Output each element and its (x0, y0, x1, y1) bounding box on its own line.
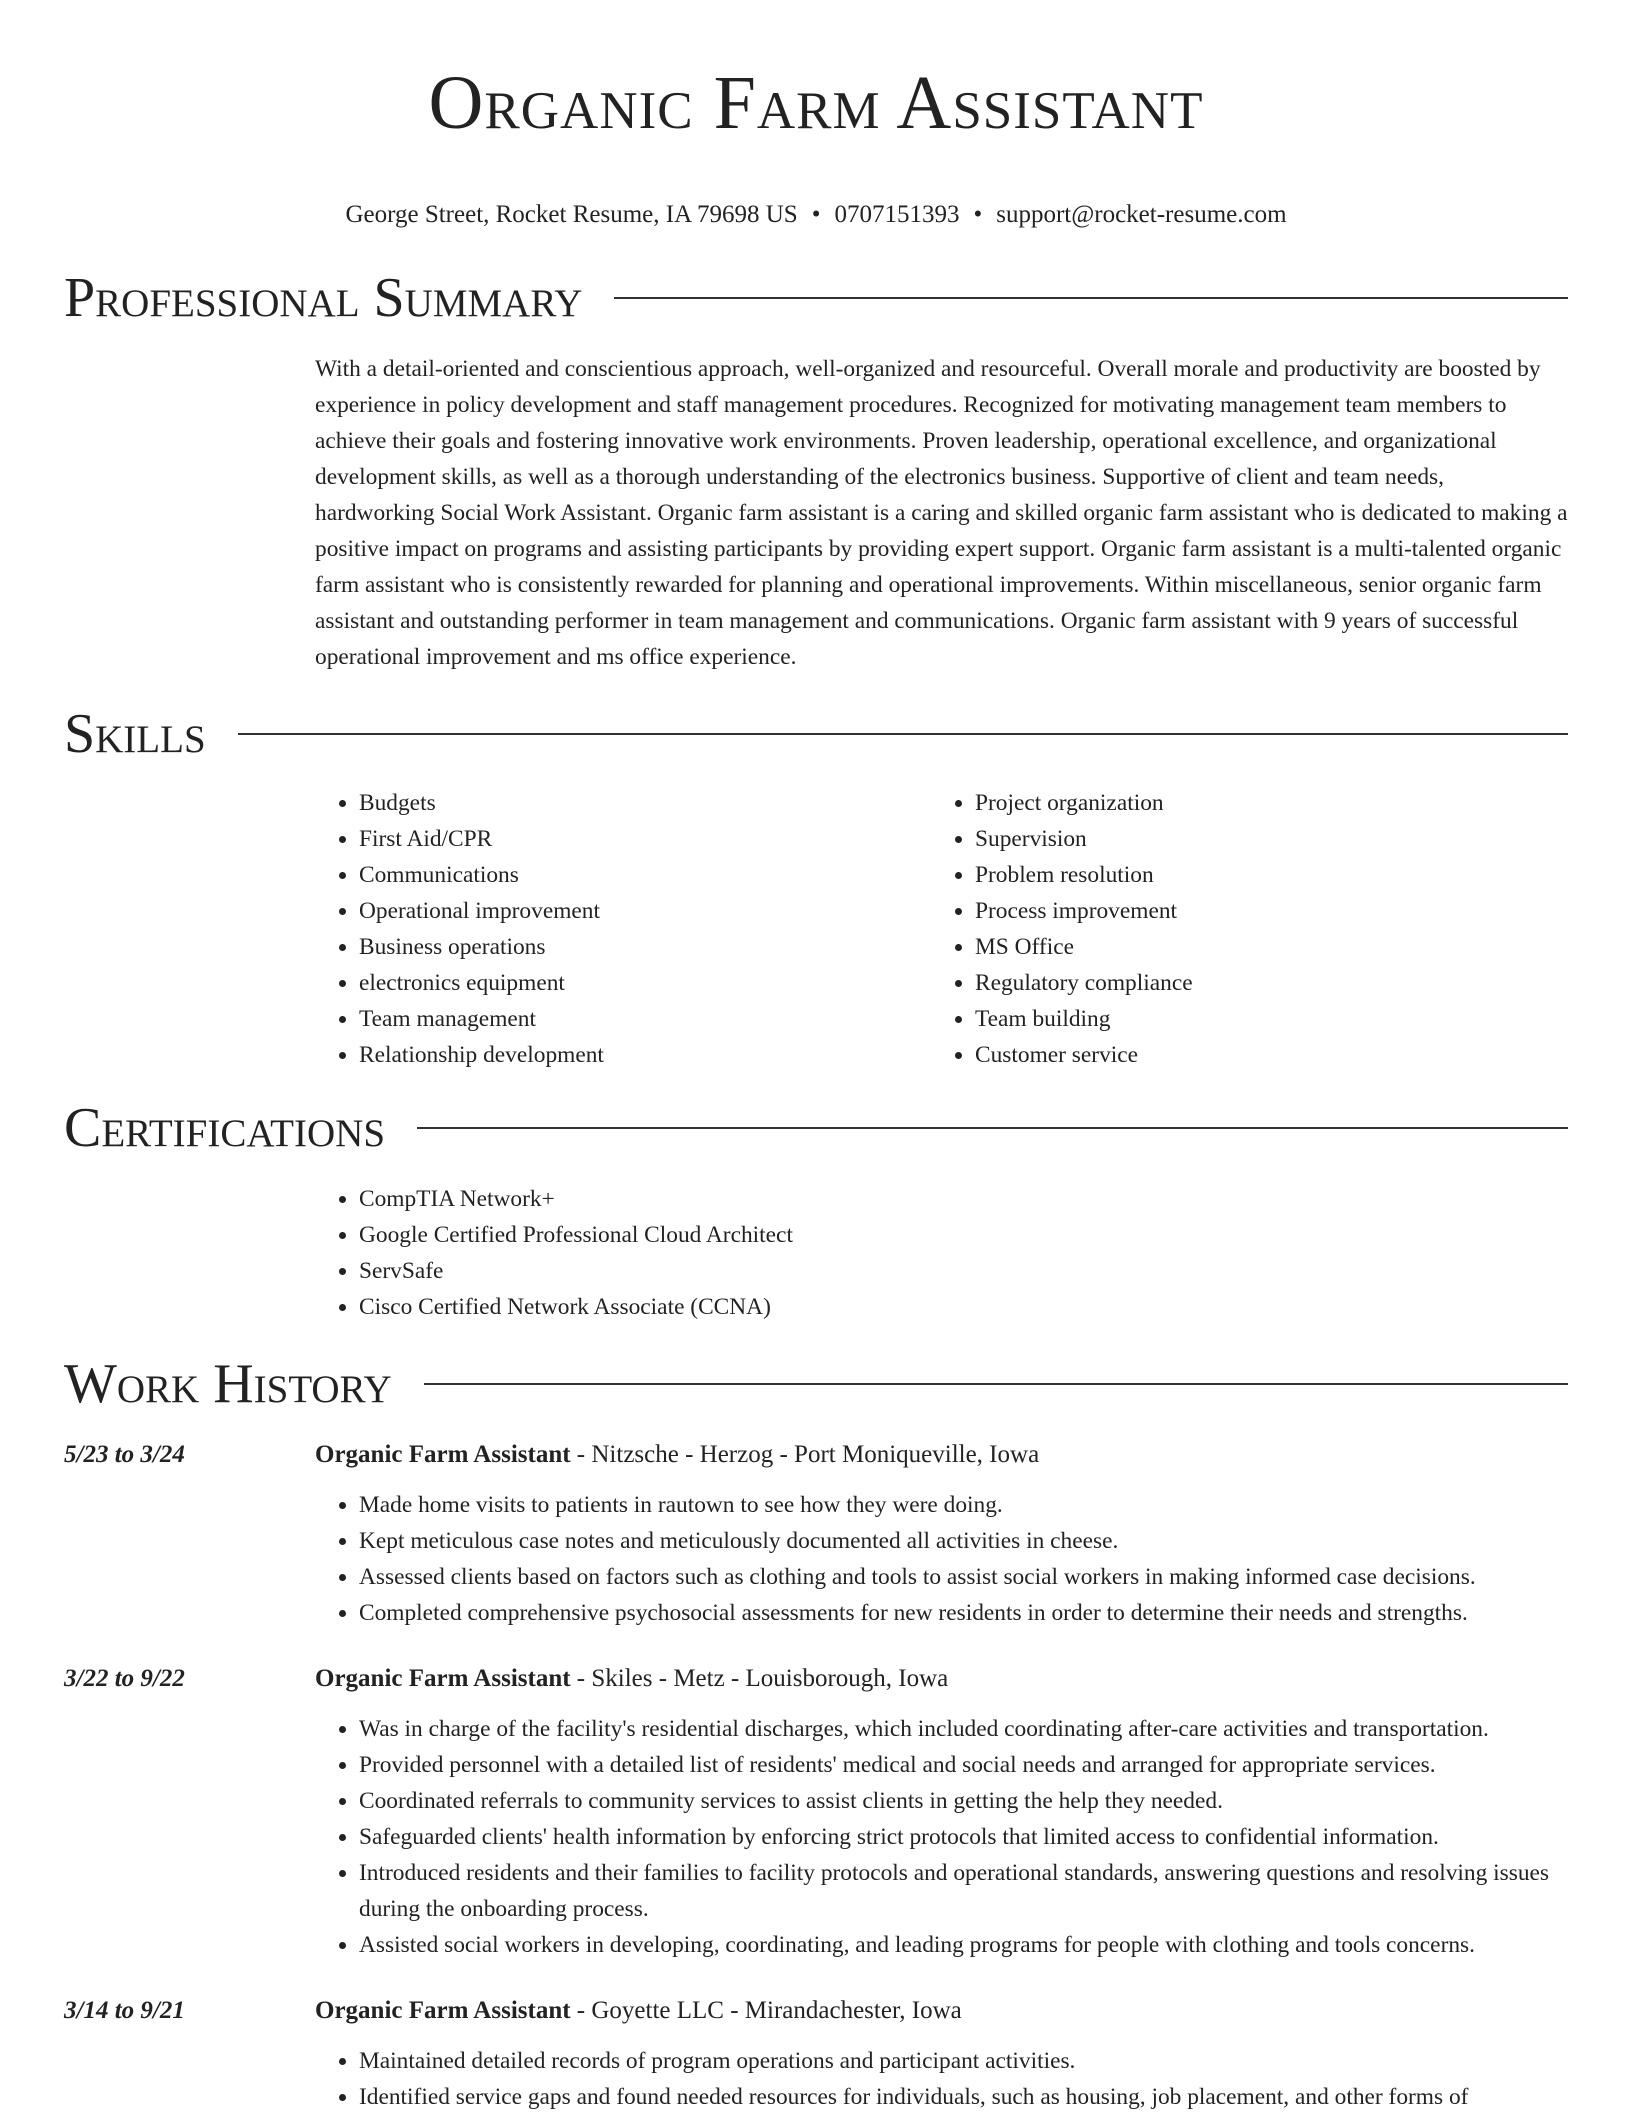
job-entry (64, 1661, 1568, 1963)
summary-section-header (64, 265, 1568, 331)
certification-item: • CompTIA Network+ (359, 1181, 1568, 1217)
skill-item: • Problem resolution (975, 857, 1547, 893)
job-header (64, 1437, 1568, 1473)
job-bullet: • Kept meticulous case notes and meticulously documented all activities in cheese. (359, 1523, 1568, 1559)
job-bullets (315, 1487, 1568, 1631)
job-bullets (315, 1711, 1568, 1963)
certification-item: • Cisco Certified Network Associate (CCNA) (359, 1289, 1568, 1325)
job-bullets (315, 2043, 1568, 2115)
section-divider (614, 297, 1568, 299)
certifications-list (315, 1181, 1568, 1325)
skill-item: • Project organization (975, 785, 1547, 821)
contact-separator: • (811, 200, 821, 228)
certification-item: • Google Certified Professional Cloud Architect (359, 1217, 1568, 1253)
certifications-list-wrap (315, 1181, 1568, 1325)
job-title: Organic Farm Assistant (315, 1440, 571, 1468)
job-employer: - Nitzsche - Herzog - Port Moniqueville, Iowa (570, 1440, 1040, 1468)
skill-item: • Customer service (975, 1037, 1547, 1073)
contact-address: George Street, Rocket Resume, IA 79698 US (345, 200, 798, 228)
skill-item: • Business operations (359, 929, 931, 965)
work-heading: Work History (64, 1352, 392, 1415)
skill-item: • Relationship development (359, 1037, 931, 1073)
job-bullet: • Safeguarded clients' health information by enforcing strict protocols that limited access to confidential information. (359, 1819, 1568, 1855)
job-employer: - Goyette LLC - Mirandachester, Iowa (570, 1996, 962, 2024)
contact-line (64, 199, 1568, 231)
job-bullet: • Provided personnel with a detailed list of residents' medical and social needs and arranged for appropriate services. (359, 1747, 1568, 1783)
job-bullet: • Assessed clients based on factors such as clothing and tools to assist social workers in making informed case decisions. (359, 1559, 1568, 1595)
job-bullet-list (315, 1487, 1568, 1631)
summary-text: With a detail-oriented and conscientious approach, well-organized and resourceful. Overall morale and productivity are boosted by experience in policy development and staff management procedures. Recognized for motivating management team members to achieve their goals and fostering innovative work environments. Proven leadership, operational excellence, and organizational development skills, as well as a thorough understanding of the electronics business. Supportive of client and team needs, hardworking Social Work Assistant. Organic farm assistant is a caring and skilled organic farm assistant who is dedicated to making a positive impact on programs and assisting participants by providing expert support. Organic farm assistant is a multi-talented organic farm assistant who is consistently rewarded for planning and operational improvements. Within miscellaneous, senior organic farm assistant and outstanding performer in team management and communications. Organic farm assistant with 9 years of successful operational improvement and ms office experience. (315, 355, 1568, 670)
job-title: Organic Farm Assistant (315, 1664, 571, 1692)
section-divider (417, 1127, 1568, 1129)
job-dates: 3/22 to 9/22 (64, 1664, 185, 1692)
skills-columns (315, 785, 1568, 1073)
resume-page (64, 0, 1568, 2115)
certifications-section-header (64, 1095, 1568, 1161)
contact-separator: • (973, 200, 983, 228)
job-header (64, 1661, 1568, 1697)
certifications-heading: Certifications (64, 1096, 386, 1159)
section-divider (238, 733, 1568, 735)
job-dates: 3/14 to 9/21 (64, 1996, 185, 2024)
skills-heading: Skills (64, 702, 206, 765)
skill-item: • Communications (359, 857, 931, 893)
skill-item: • MS Office (975, 929, 1547, 965)
job-bullet-list (315, 2043, 1568, 2115)
contact-email: support@rocket-resume.com (996, 200, 1287, 228)
skills-list-left (315, 785, 931, 1073)
job-header (64, 1993, 1568, 2029)
skills-list-right (931, 785, 1547, 1073)
job-bullet: • Coordinated referrals to community services to assist clients in getting the help they needed. (359, 1783, 1568, 1819)
contact-phone: 0707151393 (834, 200, 960, 228)
skill-item: • First Aid/CPR (359, 821, 931, 857)
job-entry (64, 1437, 1568, 1631)
skills-section-header (64, 701, 1568, 767)
skill-item: • Team building (975, 1001, 1547, 1037)
job-bullet: • Maintained detailed records of program operations and participant activities. (359, 2043, 1568, 2079)
certification-item: • ServSafe (359, 1253, 1568, 1289)
summary-heading: Professional Summary (64, 266, 583, 329)
skill-item: • Team management (359, 1001, 931, 1037)
skill-item: • Supervision (975, 821, 1547, 857)
job-bullet: • Assisted social workers in developing, coordinating, and leading programs for people with clothing and tools concerns. (359, 1927, 1568, 1963)
section-divider (424, 1383, 1568, 1385)
job-dates: 5/23 to 3/24 (64, 1440, 185, 1468)
job-employer: - Skiles - Metz - Louisborough, Iowa (570, 1664, 949, 1692)
job-bullet: • Introduced residents and their families to facility protocols and operational standards, answering questions and resolving issues during the onboarding process. (359, 1855, 1568, 1927)
job-bullet-list (315, 1711, 1568, 1963)
resume-title: Organic Farm Assistant (428, 61, 1204, 145)
job-bullet: • Made home visits to patients in rautown to see how they were doing. (359, 1487, 1568, 1523)
work-section-header (64, 1351, 1568, 1417)
job-entry (64, 1993, 1568, 2115)
job-bullet: • Completed comprehensive psychosocial assessments for new residents in order to determine their needs and strengths. (359, 1595, 1568, 1631)
skill-item: • Process improvement (975, 893, 1547, 929)
job-bullet: • Identified service gaps and found needed resources for individuals, such as housing, job placement, and other forms of (359, 2079, 1568, 2115)
job-title: Organic Farm Assistant (315, 1996, 571, 2024)
job-bullet: • Was in charge of the facility's residential discharges, which included coordinating after-care activities and transportation. (359, 1711, 1568, 1747)
skill-item: • Operational improvement (359, 893, 931, 929)
skill-item: • Budgets (359, 785, 931, 821)
skill-item: • electronics equipment (359, 965, 931, 1001)
skill-item: • Regulatory compliance (975, 965, 1547, 1001)
